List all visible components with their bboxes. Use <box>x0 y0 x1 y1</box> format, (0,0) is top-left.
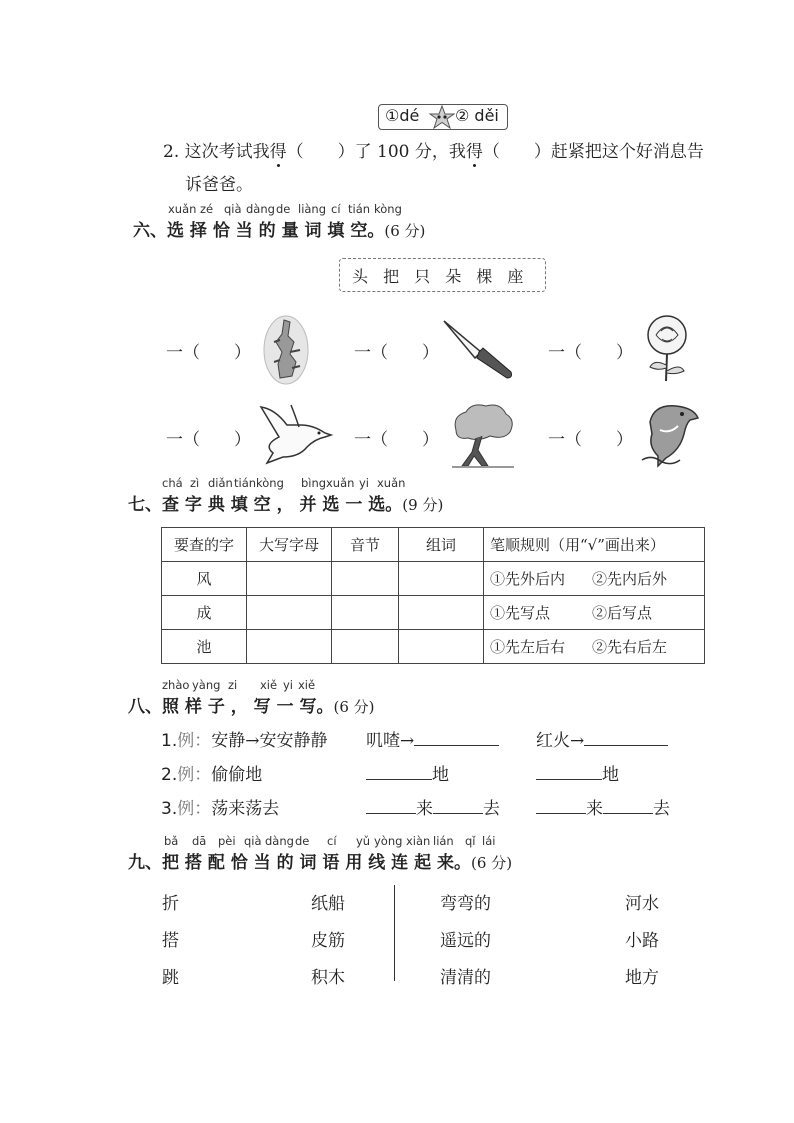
table-header-row <box>162 528 705 562</box>
header-cell: 音节 <box>332 528 399 562</box>
match-item[interactable]: 地方 <box>625 968 659 988</box>
section-8-pinyin: zhào yàng zi xiě yi xiě <box>162 678 316 692</box>
match-col-b <box>311 886 345 997</box>
answer-blank[interactable] <box>433 813 483 814</box>
match-item[interactable]: 清清的 <box>440 968 491 988</box>
input-cell[interactable] <box>247 562 332 596</box>
section-6-pinyin: xuǎn zé qià dàng de liàng cí tián kòng <box>168 202 402 216</box>
match-item[interactable]: 皮筋 <box>311 931 345 951</box>
section-8-heading: 八、照 样 子 ， 写 一 写。(6 分) <box>128 697 375 717</box>
match-item[interactable]: 纸船 <box>311 894 345 914</box>
match-item[interactable]: 积木 <box>311 968 345 988</box>
fill-1a: 叽喳→ <box>366 726 499 751</box>
section-6-heading: 六、选 择 恰 当 的 量 词 填 空。(6 分) <box>133 221 426 241</box>
blank-2[interactable]: 一（ ） <box>354 343 439 363</box>
dotted-char: 得 <box>270 137 287 162</box>
match-item[interactable]: 搭 <box>162 931 179 951</box>
blank-3[interactable]: 一（ ） <box>548 343 633 363</box>
char-cell: 风 <box>162 562 247 596</box>
blank-5[interactable]: 一（ ） <box>354 430 439 450</box>
match-col-a <box>162 886 179 997</box>
input-cell[interactable] <box>332 630 399 664</box>
fill-1b: 红火→ <box>536 726 668 751</box>
measure-word-box <box>339 258 546 292</box>
char-cell: 成 <box>162 596 247 630</box>
fill-2a: 地 <box>366 760 449 785</box>
header-cell: 大写字母 <box>247 528 332 562</box>
input-cell[interactable] <box>399 562 484 596</box>
star-icon <box>429 105 455 129</box>
answer-blank[interactable] <box>603 813 653 814</box>
input-cell[interactable] <box>332 562 399 596</box>
table-row <box>162 630 705 664</box>
match-item[interactable]: 弯弯的 <box>440 894 491 914</box>
answer-blank[interactable] <box>584 745 668 746</box>
example-line-3: 3.例：荡来荡去 <box>161 799 280 819</box>
option-2: ② děi <box>455 106 499 125</box>
knife-image <box>441 318 515 380</box>
section-7-heading: 七、查 字 典 填 空 ， 并 选 一 选。(9 分) <box>128 495 444 515</box>
blank-4[interactable]: 一（ ） <box>166 430 251 450</box>
input-cell[interactable] <box>399 630 484 664</box>
match-item[interactable]: 跳 <box>162 968 179 988</box>
input-cell[interactable] <box>332 596 399 630</box>
match-item[interactable]: 折 <box>162 894 179 914</box>
flower-image <box>642 313 692 383</box>
section-7-pinyin: chá zì diǎn tián kòng bìng xuǎn yi xuǎn <box>162 476 406 490</box>
option-1: ①dé <box>385 106 420 125</box>
answer-blank[interactable] <box>366 813 416 814</box>
header-cell: 组词 <box>399 528 484 562</box>
divider-line <box>394 885 395 981</box>
match-item[interactable]: 河水 <box>625 894 659 914</box>
fill-3a: 来 去 <box>366 794 500 819</box>
measure-words: 头 把 只 朵 棵 座 <box>352 267 529 286</box>
answer-blank[interactable] <box>536 779 602 780</box>
dove-image <box>255 403 335 467</box>
table-row <box>162 596 705 630</box>
section-9-pinyin: bǎ dā pèi qià dàng de cí yǔ yòng xiàn lián qǐ lái <box>164 834 496 848</box>
answer-blank[interactable] <box>366 779 432 780</box>
mountain-image <box>262 312 310 386</box>
dolphin-image <box>640 400 702 470</box>
dictionary-table <box>161 527 705 664</box>
char-cell: 池 <box>162 630 247 664</box>
input-cell[interactable] <box>399 596 484 630</box>
q5-line-2: 诉爸爸。 <box>185 175 253 195</box>
tree-image <box>448 400 518 470</box>
blank-1[interactable]: 一（ ） <box>166 343 251 363</box>
rule-cell[interactable]: ①先左后右 ②先右后左 <box>484 630 705 664</box>
match-item[interactable]: 小路 <box>625 931 659 951</box>
example-line-1: 1.例：安静→安安静静 <box>161 731 328 751</box>
blank-6[interactable]: 一（ ） <box>548 430 633 450</box>
answer-blank[interactable] <box>536 813 586 814</box>
rule-cell[interactable]: ①先外后内 ②先内后外 <box>484 562 705 596</box>
match-col-c <box>440 886 491 997</box>
fill-2b: 地 <box>536 760 619 785</box>
example-line-2: 2.例：偷偷地 <box>161 765 263 785</box>
rule-cell[interactable]: ①先写点 ②后写点 <box>484 596 705 630</box>
match-col-d <box>625 886 659 997</box>
dotted-char: 得 <box>466 137 483 162</box>
match-item[interactable]: 遥远的 <box>440 931 491 951</box>
input-cell[interactable] <box>247 596 332 630</box>
table-row <box>162 562 705 596</box>
answer-blank[interactable] <box>414 745 499 746</box>
section-9-heading: 九、把 搭 配 恰 当 的 词 语 用 线 连 起 来。(6 分) <box>128 853 513 873</box>
option-box <box>378 104 508 130</box>
fill-3b: 来 去 <box>536 794 670 819</box>
q5-line-1: 2. 这次考试我得（ ）了 100 分，我得（ ）赶紧把这个好消息告 <box>163 137 704 162</box>
header-cell: 笔顺规则（用“√”画出来） <box>484 528 705 562</box>
input-cell[interactable] <box>247 630 332 664</box>
header-cell: 要查的字 <box>162 528 247 562</box>
